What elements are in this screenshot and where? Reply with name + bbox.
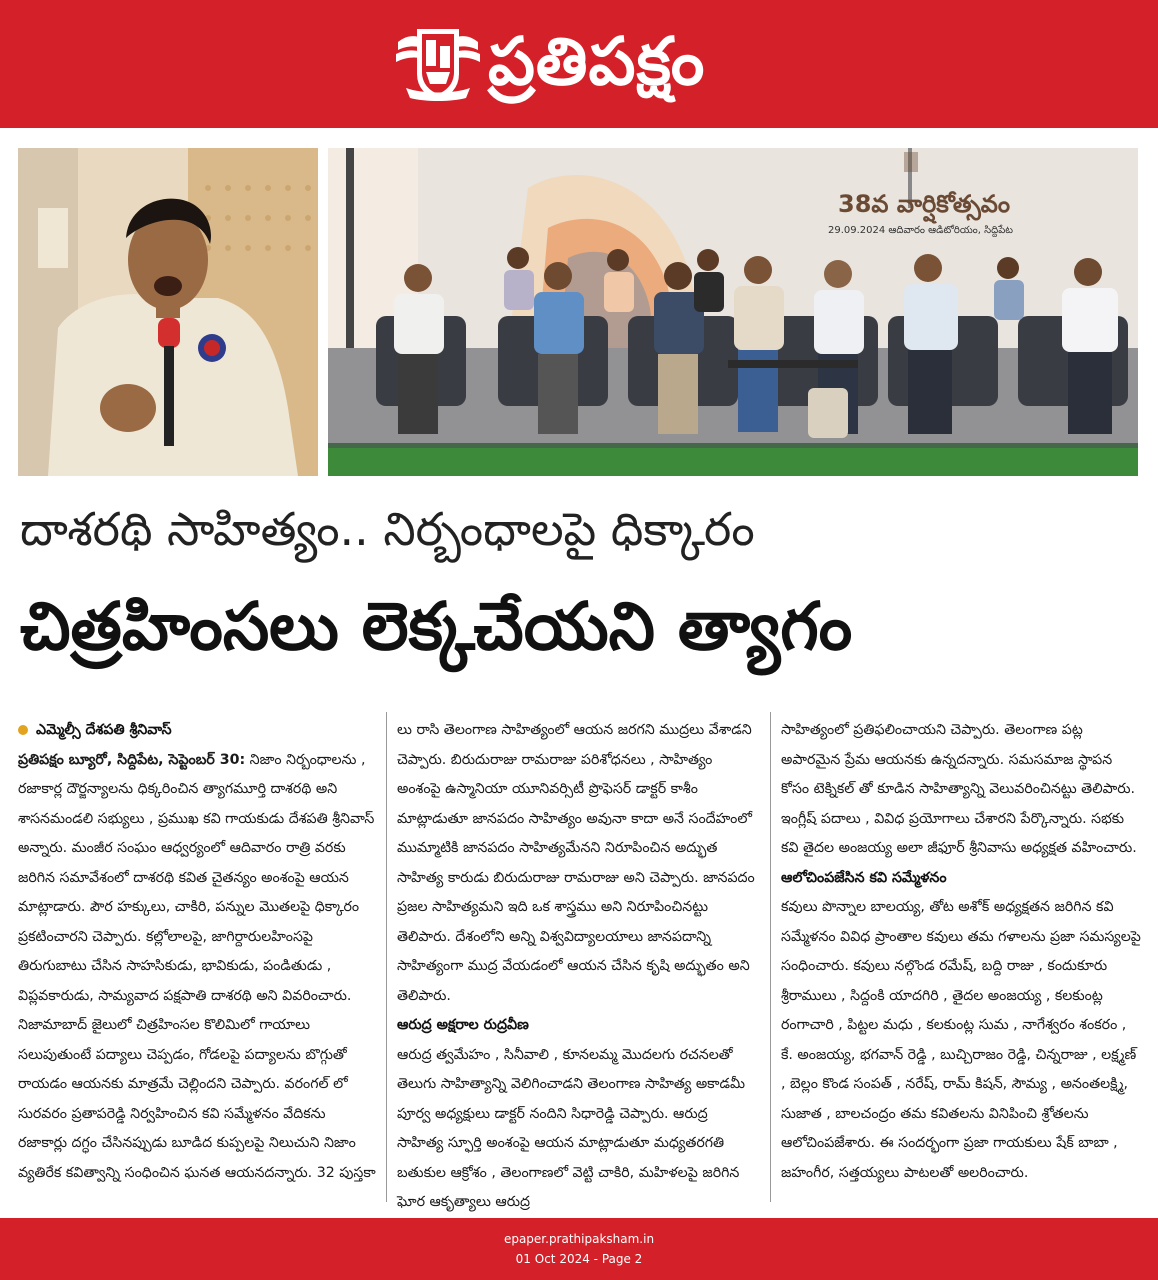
footer-url[interactable]: epaper.prathipaksham.in	[503, 1232, 655, 1246]
article-paragraph: కవులు పొన్నాల బాలయ్య, తోట అశోక్ అధ్యక్షతన జరిగిన కవి సమ్మేళనం వివిధ ప్రాంతాల కవులు తమ గళాలను ప్రజా సమస్యలపై సంధించారు. కవులు నల్గొండ రమేష్, బద్ది రాజు , కందుకూరు శ్రీరాములు , సిద్దంకి యాదగిరి , తైదల అంజయ్య , కలకుంట్ల రంగాచారి , పిట్టల మధు , కలకుంట్ల సుమ , నాగేశ్వరం శంకరం , కే. అంజయ్య, భగవాన్ రెడ్డి , బుచ్చిరాజం రెడ్డి, చిన్నరాజు , లక్ష్మణ్ , బెల్లం కొండ సంపత్ , నరేష్, రామ్ కిషన్, సౌమ్య , అనంతలక్ష్మి, సుజాత , బాలచంద్రం తమ కవితలను వినిపించి శ్రోతలను ఆలోచింపజేశారు. ఈ సందర్భంగా ప్రజా గాయకులు షేక్ బాబా , జహంగీర, సత్తయ్యలు పాటలతో అలరించారు.	[781, 899, 1141, 1181]
article-kicker: దాశరథి సాహిత్యం.. నిర్బంధాలపై ధిక్కారం	[20, 502, 755, 556]
masthead	[0, 0, 1158, 128]
banner-date: 29.09.2024 ఆదివారం ఆడిటోరియం, సిద్దిపేట	[828, 225, 1014, 236]
newspaper-emblem-logo	[392, 22, 484, 106]
speaker-photo	[18, 148, 318, 476]
dateline: ప్రతిపక్షం బ్యూరో, సిద్దిపేట, సెప్టెంబర్ 30:	[18, 751, 246, 768]
byline	[18, 716, 378, 746]
article-paragraph	[18, 746, 378, 1189]
column-divider	[770, 712, 771, 1202]
byline-text: ఎమ్మెల్సీ దేశపతి శ్రీనివాస్	[36, 722, 172, 738]
article-column-1	[18, 716, 378, 1188]
article-paragraph: సాహిత్యంలో ప్రతిఫలించాయని చెప్పారు. తెలంగాణ పట్ల అపారమైన ప్రేమ ఆయనకు ఉన్నదన్నారు. సమసమాజ స్థాపన కోసం టెక్నికల్ తో కూడిన సాహిత్యాన్ని వెలువరించినట్టు తెలిపారు. ఇంగ్లీష్ పదాలు , వివిధ ప్రయోగాలు చేశారని పేర్కొన్నారు. సభకు కవి తైదల అంజయ్య అలా జీఫూర్ శ్రీనివాసు అధ్యక్షత వహించారు.	[781, 722, 1137, 856]
banner-title: 38వ వార్షికోత్సవం	[838, 190, 1011, 218]
article-headline: చిత్రహింసలు లెక్కచేయని త్యాగం	[20, 588, 853, 665]
subheading: ఆలోచింపజేసిన కవి సమ్మేళనం	[781, 869, 947, 886]
footer-page-info: 01 Oct 2024 - Page 2	[515, 1252, 643, 1266]
bullet-dot-icon	[18, 725, 28, 735]
stage-event-photo	[328, 148, 1138, 476]
column-1-text: నిజాం నిర్బంధాలను , రజాకార్ల దౌర్జన్యాలను ధిక్కరించిన త్యాగమూర్తి దాశరథి అని శాసనమండలి సభ్యులు , ప్రముఖ కవి గాయకుడు దేశపతి శ్రీనివాస్ అన్నారు. మంజీర సంఘం ఆధ్వర్యంలో ఆదివారం రాత్రి వరకు జరిగిన సమావేశంలో దాశరథి కవిత చైతన్యం అంశంపై ఆయన మాట్లాడారు. పౌర హక్కులు, చాకిరి, పన్నుల మొతలపై ధిక్కారం ప్రకటించారని చెప్పారు. కల్లోలాలపై, జాగిర్దారులహింసపై తిరుగుబాటు చేసిన సాహసికుడు, భావికుడు, పండితుడు , విప్లవకారుడు, సామ్యవాద పక్షపాతి దాశరథి అని వివరించారు. నిజామాబాద్ జైలులో చిత్రహింసల కొలిమిలో గాయాలు సలుపుతుంటే పద్యాలు చెప్పడం, గోడలపై పద్యాలను బొగ్గుతో రాయడం ఆయనకు మాత్రమే చెల్లిందని చెప్పారు. వరంగల్ లో సురవరం ప్రతాపరెడ్డి నిర్వహించిన కవి సమ్మేళనం వేదికను రజాకార్లు దగ్ధం చేసినప్పుడు బూడిద కుప్పలపై నిలుచుని నిజాం వ్యతిరేక కవిత్వాన్ని సంధించిన ఘనత ఆయనదన్నారు. 32 పుస్తకా	[18, 751, 376, 1181]
article-column-3	[781, 716, 1141, 1188]
article-column-2	[397, 716, 757, 1218]
column-divider	[386, 712, 387, 1202]
article-paragraph: లు రాసి తెలంగాణ సాహిత్యంలో ఆయన జరగని ముద్రలు వేశాడని చెప్పారు. బిరుదురాజు రామరాజు పరిశోధనలు , సాహిత్యం అంశంపై ఉస్మానియా యూనివర్సిటీ ప్రొఫెసర్ డాక్టర్ కాశీం మాట్లాడుతూ జానపదం సాహిత్యం అవునా కాదా అనే సందేహంలో ముమ్మాటికి జానపదం సాహిత్యమేనని నిరూపించిన అద్భుత సాహిత్య కారుడు బిరుదురాజు రామరాజు అని చెప్పారు. జానపదం ప్రజల సాహిత్యమని ఇది ఒక శాస్త్రము అని నిరూపించినట్టు తెలిపారు. దేశంలోని అన్ని విశ్వవిద్యాలయాలు జానపదాన్ని సాహిత్యంగా ముద్ర వేయడంలో ఆయన చేసిన కృషి అద్భుతం అని తెలిపారు.	[397, 722, 755, 1004]
subheading: ఆరుద్ర అక్షరాల రుద్రవీణ	[397, 1017, 529, 1033]
article-paragraph: ఆరుద్ర త్వమేహం , సినీవాలి , కూనలమ్మ మొదలగు రచనలతో తెలుగు సాహిత్యాన్ని వెలిగించాడని తెలంగాణ సాహిత్య అకాడమీ పూర్వ అధ్యక్షులు డాక్టర్ నందిని సిధారెడ్డి చెప్పారు. ఆరుద్ర సాహిత్య స్ఫూర్తి అంశంపై ఆయన మాట్లాడుతూ మధ్యతరగతి బతుకుల ఆక్రోశం , తెలంగాణలో వెట్టి చాకిరి, మహిళలపై జరిగిన ఘోర ఆకృత్యాలు ఆరుద్ర	[397, 1046, 745, 1210]
masthead-brand: ప్రతిపక్షం	[488, 23, 706, 100]
page-footer	[0, 1218, 1158, 1280]
